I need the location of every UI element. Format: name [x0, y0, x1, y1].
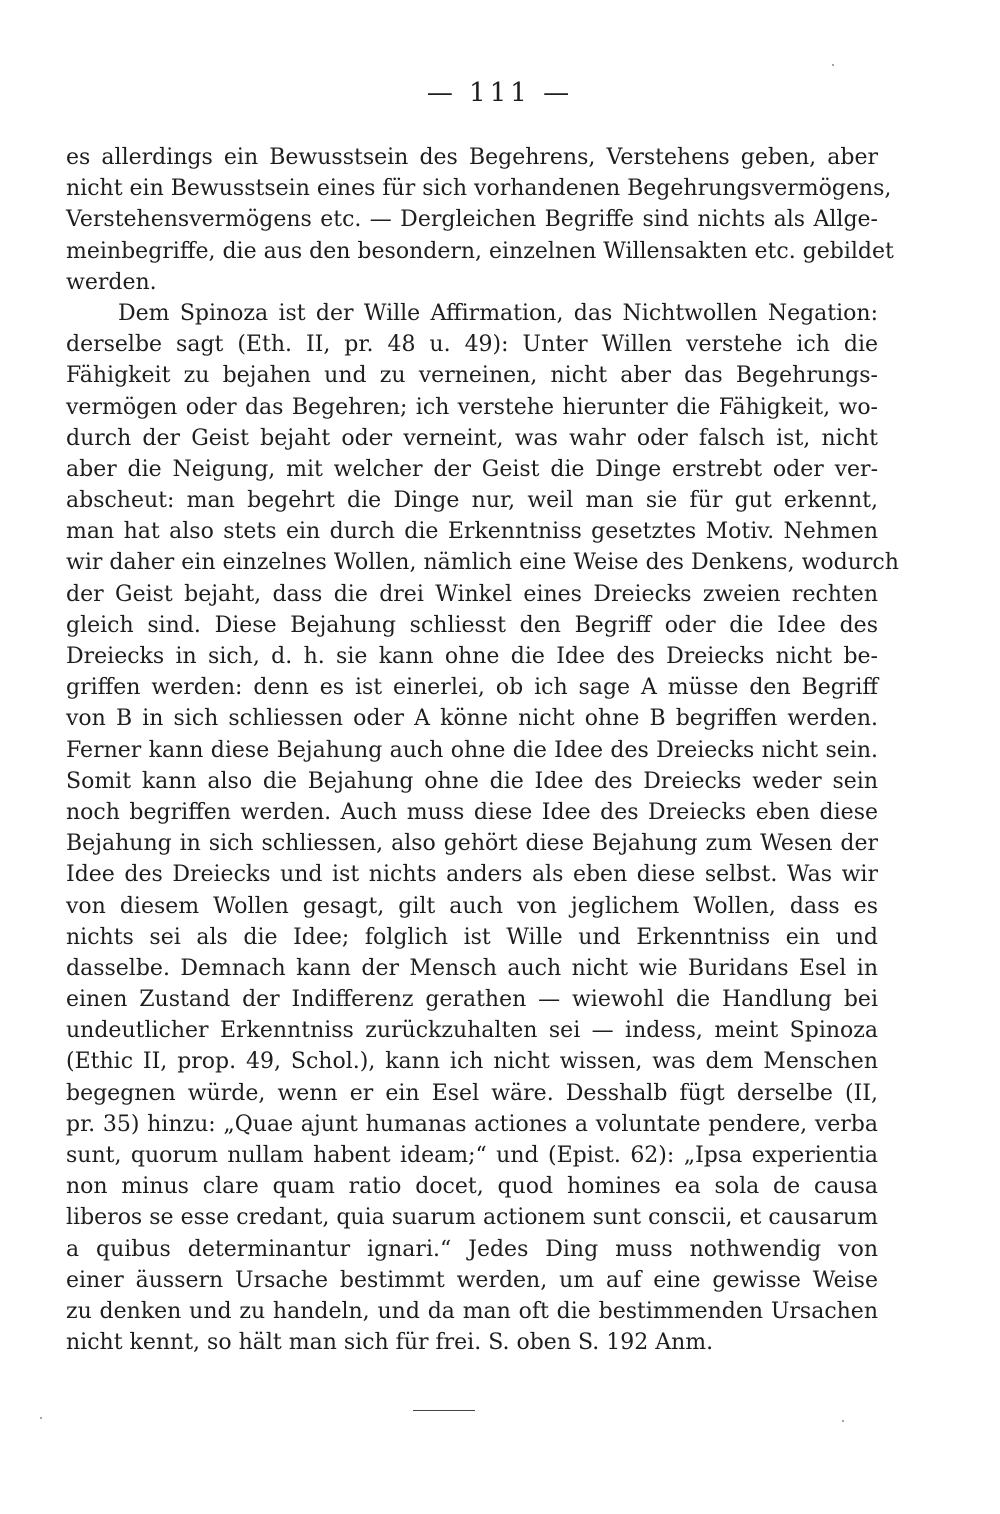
text-line: Idee des Dreiecks und ist nichts anders als eben diese selbst. Was wir — [66, 862, 878, 888]
text-line: nichts sei als die Idee; folglich ist Wille und Erkenntniss ein und — [66, 924, 878, 950]
text-line: derselbe sagt (Eth. II, pr. 48 u. 49): Unter Willen verstehe ich die — [66, 332, 878, 358]
scan-speck — [832, 64, 834, 66]
text-line: a quibus determinantur ignari.“ Jedes Ding muss nothwendig von — [66, 1236, 878, 1262]
text-line: abscheut: man begehrt die Dinge nur, weil man sie für gut erkennt, — [66, 488, 878, 514]
text-line: meinbegriffe, die aus den besondern, einzelnen Willensakten etc. gebildet — [66, 238, 894, 264]
end-rule — [413, 1410, 475, 1411]
text-line: pr. 35) hinzu: „Quae ajunt humanas actiones a voluntate pendere, verba — [66, 1111, 878, 1137]
text-line: der Geist bejaht, dass die drei Winkel eines Dreiecks zweien rechten — [66, 581, 878, 607]
text-line: man hat also stets ein durch die Erkenntniss gesetztes Motiv. Nehmen — [66, 519, 878, 545]
scan-speck — [40, 1417, 42, 1419]
text-line: Fähigkeit zu bejahen und zu verneinen, nicht aber das Begehrungs- — [66, 363, 878, 389]
text-line: noch begriffen werden. Auch muss diese Idee des Dreiecks eben diese — [66, 799, 878, 825]
text-line: begegnen würde, wenn er ein Esel wäre. Desshalb fügt derselbe (II, — [66, 1080, 878, 1106]
paragraph-1 — [66, 142, 894, 298]
text-line: wir daher ein einzelnes Wollen, nämlich eine Weise des Denkens, wodurch — [66, 550, 899, 576]
text-line: gleich sind. Diese Bejahung schliesst den Begriff oder die Idee des — [66, 612, 878, 638]
text-line: aber die Neigung, mit welcher der Geist die Dinge erstrebt oder ver- — [66, 456, 878, 482]
text-line: Ferner kann diese Bejahung auch ohne die Idee des Dreiecks nicht sein. — [66, 737, 878, 763]
text-line: Dem Spinoza ist der Wille Affirmation, das Nichtwollen Negation: — [118, 300, 878, 326]
text-line: Bejahung in sich schliessen, also gehört diese Bejahung zum Wesen der — [66, 831, 878, 857]
text-line: (Ethic II, prop. 49, Schol.), kann ich nicht wissen, was dem Menschen — [66, 1049, 878, 1075]
text-line: es allerdings ein Bewusstsein des Begehrens, Verstehens geben, aber — [66, 145, 878, 170]
text-line: griffen werden: denn es ist einerlei, ob ich sage A müsse den Begriff — [66, 675, 878, 701]
text-line: nicht ein Bewusstsein eines für sich vorhandenen Begehrungsvermögens, — [66, 176, 892, 202]
text-line: dasselbe. Demnach kann der Mensch auch nicht wie Buridans Esel in — [66, 955, 878, 981]
text-line: liberos se esse credant, quia suarum actionem sunt conscii, et causarum — [66, 1205, 878, 1231]
text-line: zu denken und zu handeln, und da man oft die bestimmenden Ursachen — [66, 1298, 878, 1324]
paragraph-2 — [66, 298, 899, 1358]
scan-speck — [842, 1420, 844, 1422]
text-line: non minus clare quam ratio docet, quod homines ea sola de causa — [66, 1174, 878, 1200]
text-line: Verstehensvermögens etc. — Dergleichen Begriffe sind nichts als Allge- — [66, 207, 878, 233]
text-line: sunt, quorum nullam habent ideam;“ und (Epist. 62): „Ipsa experientia — [66, 1143, 878, 1168]
text-line: nicht kennt, so hält man sich für frei. S. oben S. 192 Anm. — [66, 1330, 714, 1356]
text-line: vermögen oder das Begehren; ich verstehe hierunter die Fähigkeit, wo- — [66, 394, 878, 420]
text-line: Somit kann also die Bejahung ohne die Idee des Dreiecks weder sein — [66, 768, 878, 794]
text-line: einer äussern Ursache bestimmt werden, um auf eine gewisse Weise — [66, 1267, 878, 1293]
text-line: undeutlicher Erkenntniss zurückzuhalten sei — indess, meint Spinoza — [66, 1018, 878, 1044]
text-line: Dreiecks in sich, d. h. sie kann ohne die Idee des Dreiecks nicht be- — [66, 644, 878, 669]
text-line: einen Zustand der Indifferenz gerathen — wiewohl die Handlung bei — [66, 987, 878, 1013]
body-text — [66, 142, 899, 1358]
text-line: werden. — [66, 269, 157, 295]
text-line: von B in sich schliessen oder A könne nicht ohne B begriffen werden. — [66, 706, 878, 732]
text-line: von diesem Wollen gesagt, gilt auch von jeglichem Wollen, dass es — [66, 893, 878, 919]
page-number-header: — 111 — — [426, 78, 574, 108]
text-line: durch der Geist bejaht oder verneint, was wahr oder falsch ist, nicht — [66, 425, 878, 451]
